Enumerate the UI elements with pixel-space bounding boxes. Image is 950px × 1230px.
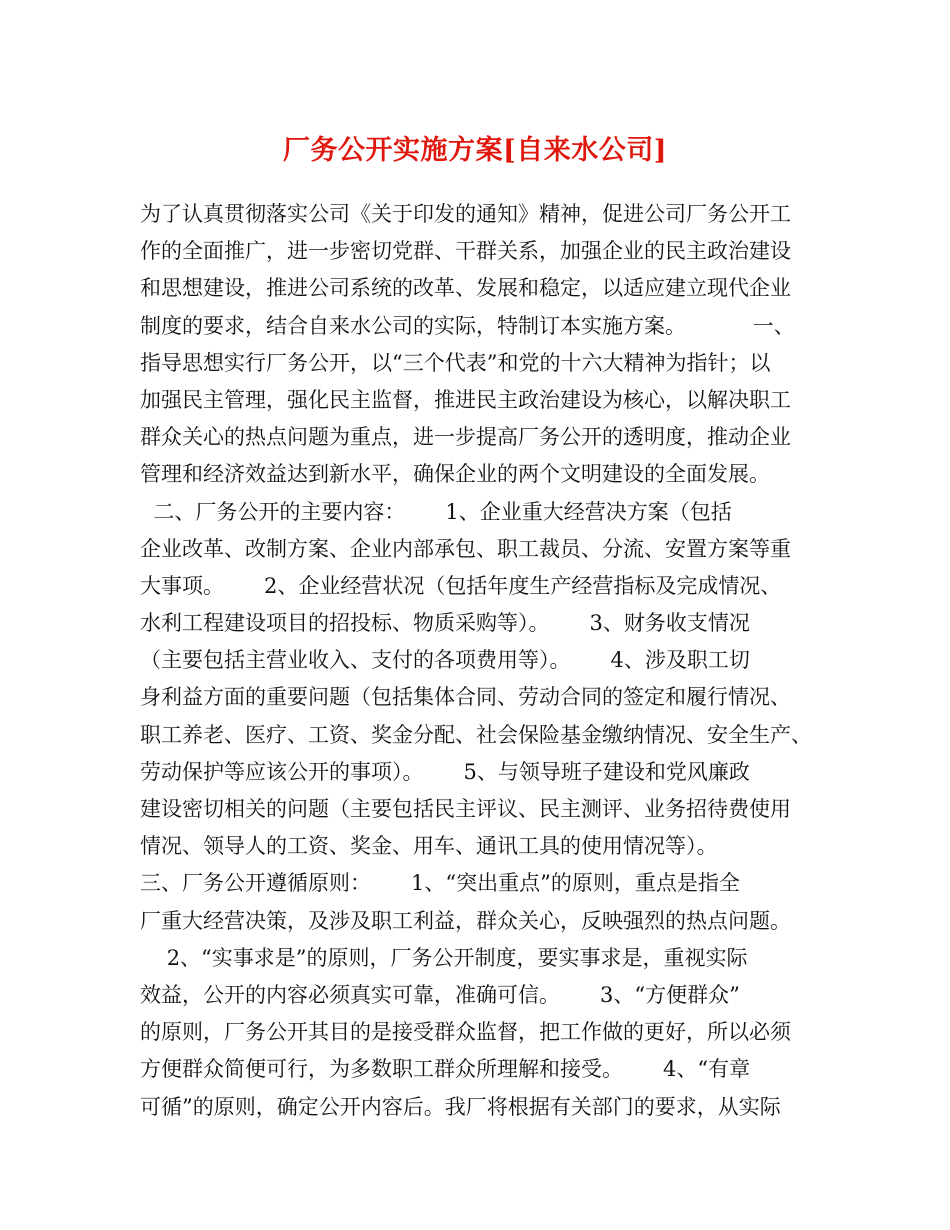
- body-line: 管理和经济效益达到新水平，确保企业的两个文明建设的全面发展。: [140, 462, 770, 487]
- body-line: 指导思想实行厂务公开，以“三个代表”和党的十六大精神为指针；以: [140, 350, 771, 375]
- body-line: （主要包括主营业收入、支付的各项费用等）。 4、涉及职工切: [140, 648, 750, 673]
- body-line: 二、厂务公开的主要内容： 1、企业重大经营决方案（包括: [140, 499, 732, 524]
- body-line: 建设密切相关的问题（主要包括民主评议、民主测评、业务招待费使用: [140, 797, 791, 821]
- body-line: 身利益方面的重要问题（包括集体合同、劳动合同的签定和履行情况、: [140, 685, 791, 710]
- body-line: 厂重大经营决策，及涉及职工利益，群众关心，反映强烈的热点问题。: [140, 908, 791, 933]
- body-line: 大事项。 2、企业经营状况（包括年度生产经营指标及完成情况、: [140, 573, 782, 598]
- body-line: 情况、领导人的工资、奖金、用车、通讯工具的使用情况等）。: [140, 834, 718, 859]
- body-line: 企业改革、改制方案、企业内部承包、职工裁员、分流、安置方案等重: [140, 536, 791, 561]
- body-line: 三、厂务公开遵循原则： 1、“突出重点”的原则，重点是指全: [140, 871, 740, 896]
- body-line: 水利工程建设项目的招投标、物质采购等）。 3、财务收支情况: [140, 611, 750, 636]
- document-body: [140, 196, 820, 1126]
- document-title: 厂务公开实施方案[自来水公司]: [282, 135, 668, 166]
- body-line: 制度的要求，结合自来水公司的实际，特制订本实施方案。 一、: [140, 313, 795, 338]
- body-line: 效益，公开的内容必须真实可靠，准确可信。 3、“方便群众”: [140, 982, 740, 1007]
- body-line: 群众关心的热点问题为重点，进一步提高厂务公开的透明度，推动企业: [140, 425, 791, 450]
- body-line: 劳动保护等应该公开的事项）。 5、与领导班子建设和党风廉政: [140, 759, 750, 784]
- body-line: 加强民主管理，强化民主监督，推进民主政治建设为核心，以解决职工: [140, 387, 791, 412]
- body-line: 和思想建设，推进公司系统的改革、发展和稳定，以适应建立现代企业: [140, 276, 791, 301]
- body-line: 可循”的原则，确定公开内容后。我厂将根据有关部门的要求，从实际: [140, 1094, 781, 1119]
- body-line: 2、“实事求是”的原则，厂务公开制度，要实事求是，重视实际: [140, 945, 748, 970]
- body-line: 为了认真贯彻落实公司《关于印发的通知》精神，促进公司厂务公开工: [140, 202, 791, 226]
- body-line: 职工养老、医疗、工资、奖金分配、社会保险基金缴纳情况、安全生产、: [140, 722, 812, 747]
- body-line: 的原则，厂务公开其目的是接受群众监督，把工作做的更好，所以必须: [140, 1020, 791, 1045]
- body-line: 方便群众简便可行，为多数职工群众所理解和接受。 4、“有章: [140, 1057, 751, 1082]
- body-line: 作的全面推广，进一步密切党群、干群关系，加强企业的民主政治建设: [140, 239, 791, 264]
